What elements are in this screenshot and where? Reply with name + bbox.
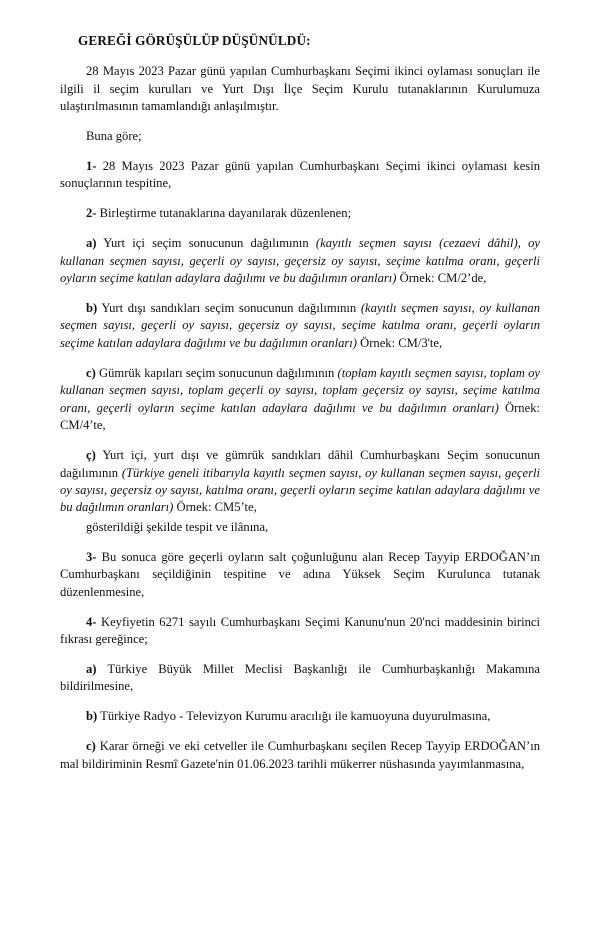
sub-item-a xyxy=(60,235,540,287)
transition-paragraph: Buna göre; xyxy=(86,128,142,143)
sub-item-tail-c: Örnek: CM/4’te, xyxy=(60,400,540,433)
sub-item-lead-c: Gümrük kapıları seçim sonucunun dağılımının xyxy=(95,365,338,380)
item-label-2: 2- xyxy=(86,206,97,221)
sub-item2-label-a: a) xyxy=(86,661,97,676)
sub-item2-b xyxy=(60,708,540,725)
item-text-2: Birleştirme tutanaklarına dayanılarak düzenlenen; xyxy=(96,206,352,221)
sub-item-label-a: a) xyxy=(86,236,97,251)
item-label-4: 4- xyxy=(86,614,97,629)
sub-item2-text-c: Karar örneği ve eki cetveller ile Cumhurbaşkanı seçilen Recep Tayyip ERDOĞAN’ın mal bildiriminin Resmî Gazete'nin 01.06.2023 tarihli mükerrer nüshasında yayımlanmasına, xyxy=(60,739,540,771)
numbered-item-4 xyxy=(60,614,540,649)
numbered-item-1 xyxy=(60,158,540,193)
sub-item-lead-c-cedilla: Yurt içi, yurt dışı ve gümrük sandıkları dâhil Cumhurbaşkanı Seçim sonucunun dağılımının xyxy=(60,448,540,480)
sub-item-italic-c: (toplam kayıtlı seçmen sayısı, toplam oy kullanan seçmen sayısı, toplam geçerli oy sayısı, toplam geçersiz oy sayısı, seçime katılma oranı, geçerli oyların seçime katılan adaylara dağılımı ve bu dağılımın oranları) xyxy=(60,365,540,415)
sub-item2-text-a: Türkiye Büyük Millet Meclisi Başkanlığı ile Cumhurbaşkanlığı Makamına bildirilmesine, xyxy=(60,661,540,694)
sub-item-tail-c-cedilla: Örnek: CM5’te, xyxy=(173,500,257,515)
sub-item-italic-c-cedilla: (Türkiye geneli itibarıyla kayıtlı seçmen sayısı, oy kullanan seçmen sayısı, geçerli oy sayısı, geçersiz oy sayısı, katılma oranı, geçerli oyların seçime katılan adaylara dağılımı ve bu dağılımın oranları) xyxy=(60,465,541,515)
numbered-item-2 xyxy=(60,205,540,222)
sub-item2-c xyxy=(60,738,540,773)
sub-item-italic-a: (kayıtlı seçmen sayısı (cezaevi dâhil), oy kullanan seçmen sayısı, geçerli oy sayısı, geçersiz oy sayısı, seçime katılma oranı, geçerli oyların seçime katılan adaylara dağılımı ve bu dağılımın oranları) xyxy=(60,236,540,286)
sub-item-italic-b: (kayıtlı seçmen sayısı, oy kullanan seçmen sayısı, geçerli oy sayısı, geçersiz oy sayısı, seçime katılma oranı, geçerli oyların seçime katılan adaylara dağılımı ve bu dağılımın oranları) xyxy=(60,301,540,350)
item-label-1: 1- xyxy=(86,158,97,173)
sub-item-tail-a: Örnek: CM/2’de, xyxy=(396,271,487,286)
sub-item2-a xyxy=(60,661,540,696)
sub-item-tail-b: Örnek: CM/3'te, xyxy=(356,335,443,350)
sub-item-label-c: c) xyxy=(86,365,96,380)
numbered-item-3 xyxy=(60,549,540,601)
page-title: GEREĞİ GÖRÜŞÜLÜP DÜŞÜNÜLDÜ: xyxy=(78,33,311,48)
sub-item-c xyxy=(60,365,540,435)
sub-item-label-c-cedilla: ç) xyxy=(86,448,96,463)
sub-item2-label-b: b) xyxy=(86,709,98,724)
item-label-3: 3- xyxy=(86,549,97,564)
sub-item-lead-a: Yurt içi seçim sonucunun dağılımının xyxy=(96,236,316,251)
sub-item-c-cedilla xyxy=(60,447,540,517)
item-text-1: 28 Mayıs 2023 Pazar günü yapılan Cumhurbaşkanı Seçimi ikinci oylaması kesin sonuçlarının tespitine, xyxy=(60,158,540,191)
sub-item-label-b: b) xyxy=(86,301,98,316)
sub-item-lead-b: Yurt dışı sandıkları seçim sonucunun dağılımının xyxy=(97,301,361,316)
intro-paragraph: 28 Mayıs 2023 Pazar günü yapılan Cumhurbaşkanı Seçimi ikinci oylaması sonuçları ile ilgili il seçim kurulları ve Yurt Dışı İlçe Seçim Kurulu tutanaklarının Kurulumuza ulaştırılmasının tamamlandığı anlaşılmıştır. xyxy=(60,64,540,114)
sub-item2-text-b: Türkiye Radyo - Televizyon Kurumu aracılığı ile kamuoyuna duyurulmasına, xyxy=(97,709,491,724)
sub-item2-label-c: c) xyxy=(86,739,96,754)
item-text-3: Bu sonuca göre geçerli oyların salt çoğunluğunu alan Recep Tayyip ERDOĞAN’ın Cumhurbaşkanı seçildiğinin tespitine ve adına Yüksek Seçim Kurulunca tutanak düzenlenmesine, xyxy=(60,549,540,599)
closing-line: gösterildiği şekilde tespit ve ilânına, xyxy=(86,519,269,534)
item-text-4: Keyfiyetin 6271 sayılı Cumhurbaşkanı Seçimi Kanunu'nun 20'nci maddesinin birinci fıkrası gereğince; xyxy=(60,614,540,647)
sub-item-b xyxy=(60,300,540,352)
